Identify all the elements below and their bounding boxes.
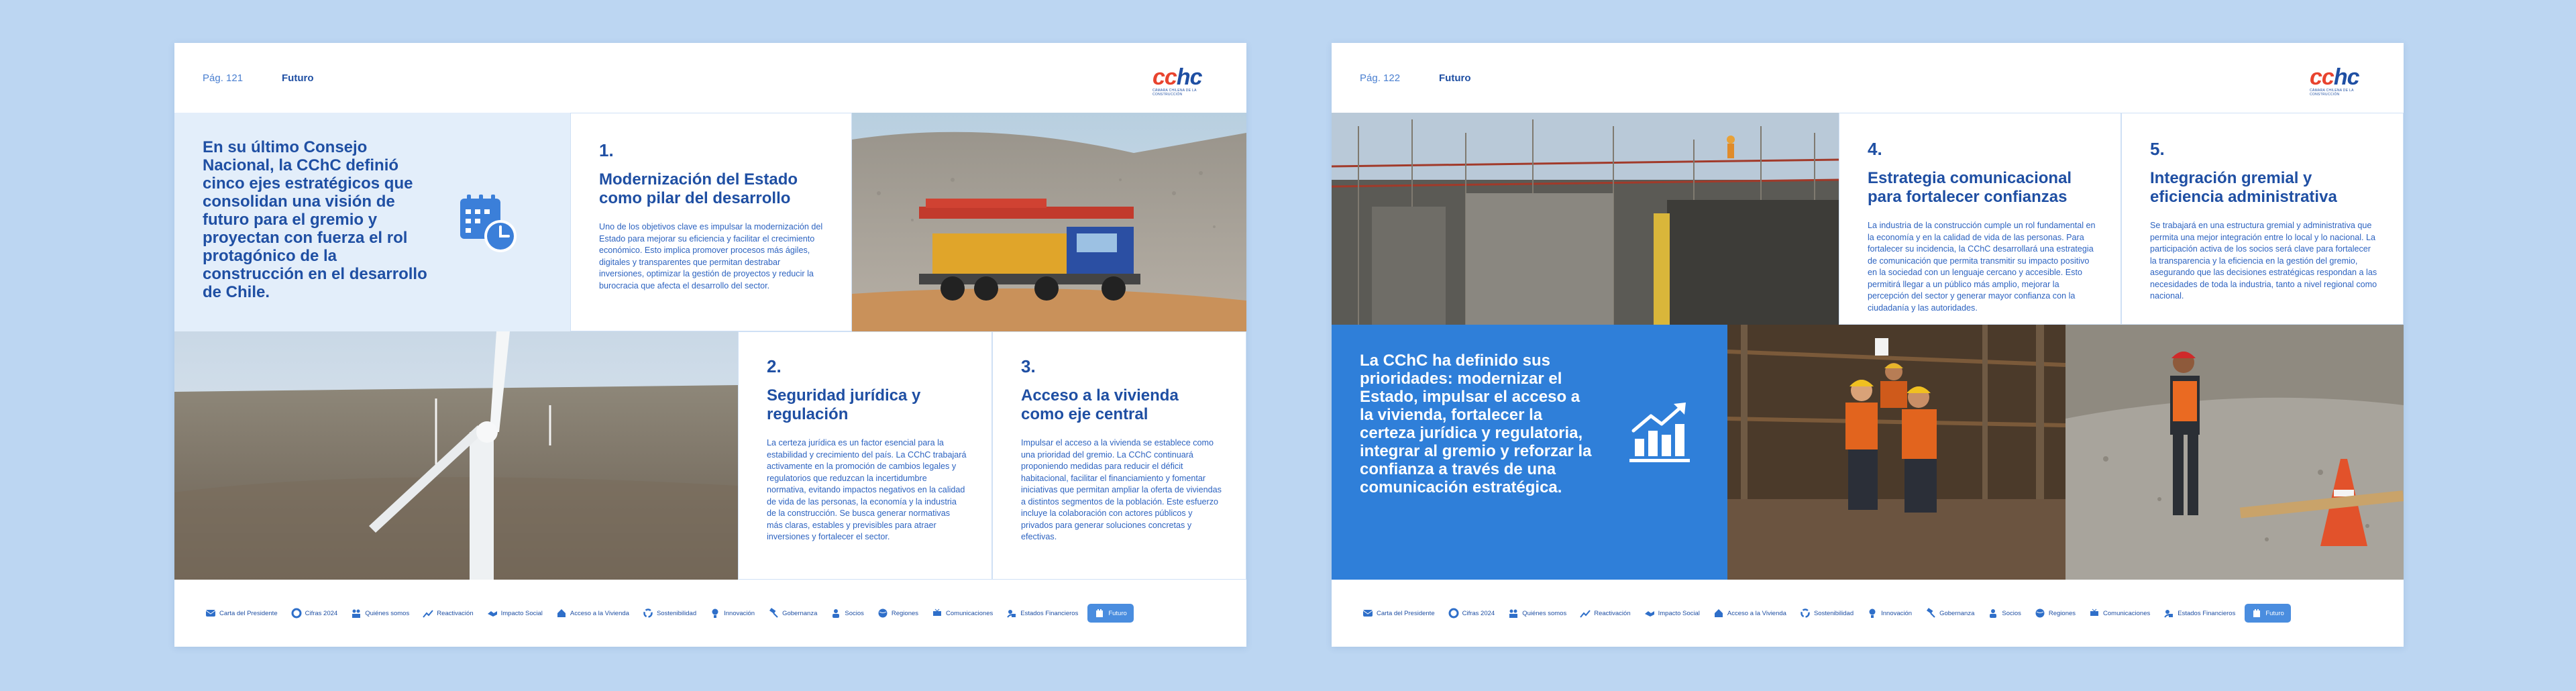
page-content (1332, 113, 2404, 580)
nav-innovacion[interactable]: Innovación (1863, 604, 1916, 623)
trend-line-icon (1580, 608, 1591, 619)
gavel-icon (768, 608, 779, 619)
nav-cifras-2024[interactable]: Cifras 2024 (287, 604, 342, 623)
nav-reactivacion[interactable]: Reactivación (1576, 604, 1634, 623)
finance-icon (2163, 608, 2174, 619)
lightbulb-icon (710, 608, 720, 619)
page-content (174, 113, 1246, 580)
axis-number: 1. (599, 140, 614, 160)
nav-acceso-a-la-vivienda[interactable]: Acceso a la Vivienda (552, 604, 633, 623)
user-group-icon (830, 608, 841, 619)
wind-turbines-photo (174, 331, 738, 580)
page-121 (174, 43, 1246, 647)
broadcast-icon (2089, 608, 2100, 619)
broadcast-icon (932, 608, 943, 619)
section-nav-bar (1332, 580, 2404, 647)
axis-number: 3. (1021, 356, 1036, 376)
cchc-logo: cchc CÁMARA CHILENA DE LA CONSTRUCCIÓN (2310, 64, 2359, 97)
calendar-clock-icon (456, 192, 521, 256)
gavel-icon (1925, 608, 1936, 619)
cchc-logo: cchc CÁMARA CHILENA DE LA CONSTRUCCIÓN (1152, 64, 1202, 97)
pie-chart-icon (291, 608, 302, 619)
handshake-icon (487, 608, 498, 619)
globe-icon (2035, 608, 2045, 619)
page-header (174, 43, 1246, 113)
nav-futuro[interactable]: Futuro (1087, 604, 1133, 623)
nav-regiones[interactable]: Regiones (873, 604, 922, 623)
section-nav-bar (174, 580, 1246, 647)
construction-workers-photo (1727, 325, 2065, 580)
nav-sostenibilidad[interactable]: Sostenibilidad (639, 604, 700, 623)
axis-body: La certeza jurídica es un factor esencial para la estabilidad y crecimiento del país. La CChC trabajará activamente en la promoción de cambios legales y regulatorios que reduzcan la incertidumbre normativa, evitando impactos negativos en la calidad de vida de las personas, la economía y la industria de la construcción. Se busca generar normativas más claras, estables y previsibles para atraer inversiones y fortalecer el sector. (767, 438, 967, 541)
nav-impacto-social[interactable]: Impacto Social (1640, 604, 1704, 623)
priorities-highlight-box (1332, 325, 1727, 580)
future-icon (1094, 608, 1105, 619)
axis-body: La industria de la construcción cumple un rol fundamental en la economía y en la calidad de vida de las personas. Para fortalecer su incidencia, la CChC desarrollará una estrategia de comunicación que permita transmitir su impacto positivo en la sociedad con un lenguaje cercano y accesible. Esto permitirá llegar a un público más amplio, mejorar la percepción del sector y generar mayor confianza con la ciudadanía y las autoridades. (1868, 221, 2096, 313)
nav-carta-del-presidente[interactable]: Carta del Presidente (1358, 604, 1439, 623)
priorities-text: La CChC ha definido sus prioridades: modernizar el Estado, impulsar el acceso a la vivienda, fortalecer la certeza jurídica y regulatoria, integrar al gremio y reforzar la confianza a través de una comunicación estratégica. (1360, 352, 1592, 496)
page-number: Pág. 121 (203, 72, 244, 84)
nav-gobernanza[interactable]: Gobernanza (764, 604, 821, 623)
section-title: Futuro (282, 72, 314, 84)
future-icon (2251, 608, 2262, 619)
growth-chart-icon (1627, 397, 1694, 464)
nav-regiones[interactable]: Regiones (2031, 604, 2080, 623)
envelope-icon (1362, 608, 1373, 619)
construction-site-photo (1332, 113, 1839, 325)
axis-title: Estrategia comunicacional para fortalecer confianzas (1868, 169, 2072, 206)
nav-socios[interactable]: Socios (1984, 604, 2025, 623)
pie-chart-icon (1448, 608, 1459, 619)
people-icon (351, 608, 362, 619)
handshake-icon (1644, 608, 1655, 619)
nav-sostenibilidad[interactable]: Sostenibilidad (1796, 604, 1858, 623)
page-number: Pág. 122 (1360, 72, 1401, 84)
nav-estados-financieros[interactable]: Estados Financieros (1002, 604, 1082, 623)
axis-title: Acceso a la vivienda como eje central (1021, 386, 1179, 423)
axis-body: Uno de los objetivos clave es impulsar la modernización del Estado para mejorar su eficiencia y facilitar el crecimiento económico. Esto implica promover procesos más ágiles, digitales y transparentes que permitan destrabar inversiones, optimizar la gestión de proyectos y reducir la burocracia que afecta el desarrollo del sector. (599, 222, 823, 290)
trend-line-icon (423, 608, 433, 619)
page-122 (1332, 43, 2404, 647)
user-group-icon (1988, 608, 1998, 619)
concrete-pump-truck-photo (852, 113, 1246, 331)
house-icon (556, 608, 567, 619)
nav-quienes-somos[interactable]: Quiénes somos (347, 604, 413, 623)
axis-number: 4. (1868, 139, 1882, 159)
nav-acceso-a-la-vivienda[interactable]: Acceso a la Vivienda (1709, 604, 1790, 623)
axis-title: Modernización del Estado como pilar del desarrollo (599, 170, 798, 207)
nav-reactivacion[interactable]: Reactivación (419, 604, 477, 623)
nav-comunicaciones[interactable]: Comunicaciones (2085, 604, 2154, 623)
nav-estados-financieros[interactable]: Estados Financieros (2159, 604, 2239, 623)
strategic-axis-3 (992, 331, 1246, 580)
axis-title: Seguridad jurídica y regulación (767, 386, 921, 423)
strategic-axis-4 (1839, 113, 2121, 325)
finance-icon (1006, 608, 1017, 619)
nav-impacto-social[interactable]: Impacto Social (483, 604, 547, 623)
axis-body: Impulsar el acceso a la vivienda se establece como una prioridad del gremio. La CChC continuará proponiendo medidas para reducir el déficit habitacional, facilitar el financiamiento y fomentar iniciativas que permitan ampliar la oferta de viviendas a distintos segmentos de la población. Este esfuerzo incluye la colaboración con actores públicos y privados para generar soluciones concretas y efectivas. (1021, 438, 1222, 541)
envelope-icon (205, 608, 216, 619)
nav-socios[interactable]: Socios (826, 604, 868, 623)
strategic-axis-2 (738, 331, 992, 580)
nav-innovacion[interactable]: Innovación (706, 604, 759, 623)
nav-futuro[interactable]: Futuro (2245, 604, 2290, 623)
recycle-icon (1800, 608, 1811, 619)
nav-gobernanza[interactable]: Gobernanza (1921, 604, 1978, 623)
worker-with-cone-photo (2065, 325, 2404, 580)
page-header (1332, 43, 2404, 113)
nav-cifras-2024[interactable]: Cifras 2024 (1444, 604, 1499, 623)
strategic-axis-1 (570, 113, 852, 331)
axis-title: Integración gremial y eficiencia administrativa (2150, 169, 2337, 206)
nav-comunicaciones[interactable]: Comunicaciones (928, 604, 997, 623)
house-icon (1713, 608, 1724, 619)
globe-icon (877, 608, 888, 619)
axis-number: 5. (2150, 139, 2165, 159)
nav-quienes-somos[interactable]: Quiénes somos (1504, 604, 1570, 623)
section-title: Futuro (1439, 72, 1471, 84)
axis-number: 2. (767, 356, 782, 376)
lightbulb-icon (1867, 608, 1878, 619)
strategic-axis-5 (2121, 113, 2404, 325)
axis-body: Se trabajará en una estructura gremial y administrativa que permita una mejor integración entre lo local y lo nacional. La participación activa de los socios será clave para fortalecer la transparencia y la eficiencia en la gestión del gremio, asegurando que las decisiones estratégicas respondan a las necesidades de toda la industria, tanto a nivel regional como nacional. (2150, 221, 2377, 301)
lead-text: En su último Consejo Nacional, la CChC definió cinco ejes estratégicos que consolidan una visión de futuro para el gremio y proyectan con fuerza el rol protagónico de la construcción en el desarrollo de Chile. (203, 138, 427, 301)
recycle-icon (643, 608, 653, 619)
lead-box (174, 113, 570, 331)
nav-carta-del-presidente[interactable]: Carta del Presidente (201, 604, 282, 623)
people-icon (1508, 608, 1519, 619)
